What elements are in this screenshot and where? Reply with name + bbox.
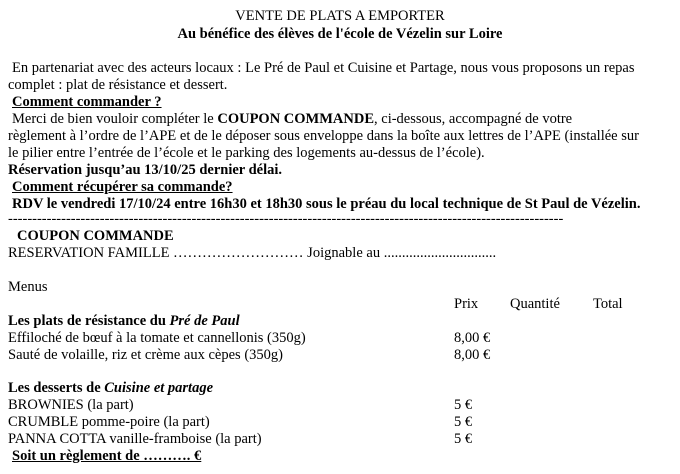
mains-heading [8, 313, 240, 330]
desserts-supplier: Cuisine et partage [104, 380, 214, 396]
intro-line-1: En partenariat avec des acteurs locaux : Le Pré de Paul et Cuisine et Partage, nous vous proposons un repas [12, 60, 635, 76]
mains-heading-text: Les plats de résistance du [8, 313, 170, 329]
dessert-name: CRUMBLE pomme-poire (la part) [8, 414, 210, 430]
page-subtitle: Au bénéfice des élèves de l'école de Vézelin sur Loire [177, 26, 503, 42]
page-title: VENTE DE PLATS A EMPORTER [235, 8, 445, 24]
separator-line: ------------------------------------------------------------------------------------------------------------------- [8, 211, 564, 227]
menus-label: Menus [8, 279, 48, 295]
coupon-keyword: COUPON COMMANDE [217, 111, 375, 127]
order-line-1-end: , ci-dessous, accompagné de votre [374, 111, 573, 127]
dessert-name: PANNA COTTA vanille-framboise (la part) [8, 431, 262, 447]
desserts-heading [8, 380, 213, 397]
dessert-price: 5 € [454, 414, 473, 430]
pickup-details: RDV le vendredi 17/10/24 entre 16h30 et 18h30 sous le préau du local technique de St Paul de Vézelin. [12, 196, 641, 212]
order-line-1-start: Merci de bien vouloir compléter le [12, 111, 218, 127]
pickup-heading: Comment récupérer sa commande? [12, 179, 233, 195]
order-line-2: règlement à l’ordre de l’APE et de le déposer sous enveloppe dans la boîte aux lettres de l’APE (installée sur [8, 128, 639, 144]
price-column-header: Prix [454, 296, 479, 312]
order-line-3: le pilier entre l’entrée de l’école et le parking des logements au-dessus de l’école). [8, 145, 485, 161]
dessert-price: 5 € [454, 431, 473, 447]
main-dish-price: 8,00 € [454, 330, 491, 346]
main-dish-name: Sauté de volaille, riz et crème aux cèpes (350g) [8, 347, 283, 363]
order-deadline: Réservation jusqu’au 13/10/25 dernier délai. [8, 162, 283, 178]
coupon-title: COUPON COMMANDE [17, 228, 174, 244]
order-heading: Comment commander ? [12, 94, 162, 110]
dessert-price: 5 € [454, 397, 473, 413]
family-reservation-line: RESERVATION FAMILLE ……………………… Joignable au ............................... [8, 245, 497, 261]
intro-line-2: complet : plat de résistance et dessert. [8, 77, 228, 93]
main-dish-name: Effiloché de bœuf à la tomate et cannellonis (350g) [8, 330, 306, 346]
payment-total-line: Soit un règlement de ………. € [12, 448, 202, 464]
main-dish-price: 8,00 € [454, 347, 491, 363]
mains-supplier: Pré de Paul [169, 313, 240, 329]
desserts-heading-text: Les desserts de [8, 380, 105, 396]
total-column-header: Total [593, 296, 623, 312]
order-line-1 [12, 111, 572, 128]
dessert-name: BROWNIES (la part) [8, 397, 134, 413]
quantity-column-header: Quantité [510, 296, 560, 312]
